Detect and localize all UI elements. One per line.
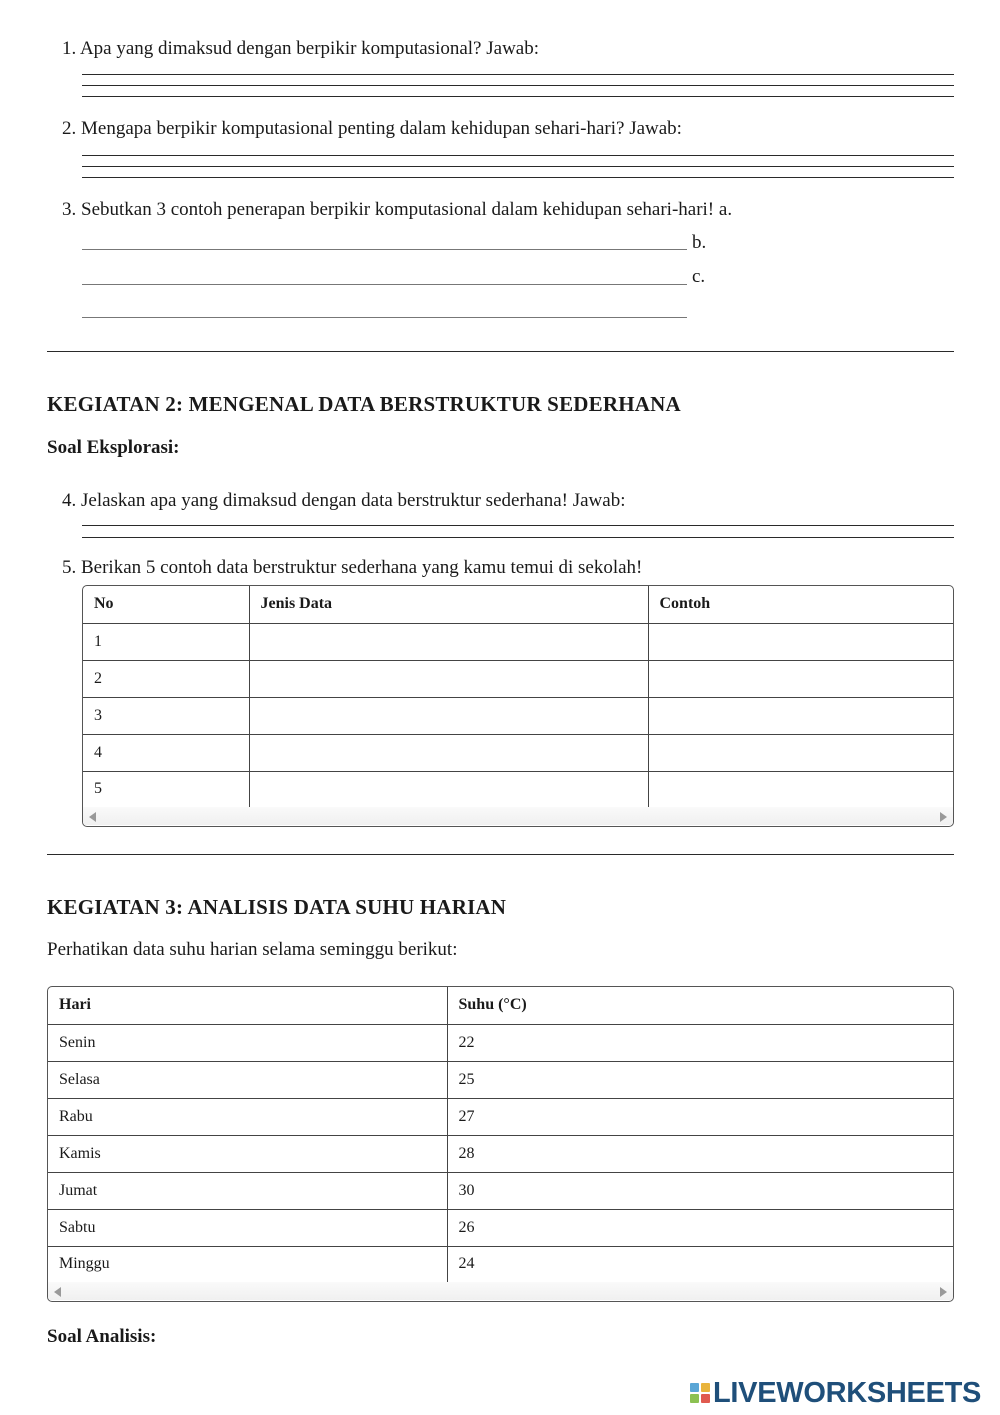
horizontal-scrollbar[interactable] bbox=[48, 1282, 953, 1300]
question-3-text: Sebutkan 3 contoh penerapan berpikir komputasional dalam kehidupan sehari-hari! a. bbox=[81, 199, 733, 220]
hari-cell: Jumat bbox=[48, 1172, 447, 1209]
table-row bbox=[48, 1172, 953, 1209]
table-header-row bbox=[83, 586, 953, 623]
contoh-cell[interactable] bbox=[648, 660, 953, 697]
row-number: 2 bbox=[83, 660, 249, 697]
suhu-cell: 25 bbox=[447, 1061, 953, 1098]
column-header-jenis-data: Jenis Data bbox=[249, 586, 648, 623]
question-4-number: 4. bbox=[62, 490, 77, 511]
row-number: 3 bbox=[83, 697, 249, 734]
hari-cell: Rabu bbox=[48, 1098, 447, 1135]
q3-label-c: c. bbox=[692, 266, 706, 287]
suhu-cell: 30 bbox=[447, 1172, 953, 1209]
answer-line-q2-1[interactable] bbox=[82, 155, 954, 156]
answer-line-q2-3[interactable] bbox=[82, 177, 954, 178]
contoh-cell[interactable] bbox=[648, 734, 953, 771]
question-3-number: 3. bbox=[62, 199, 77, 220]
question-5-text: Berikan 5 contoh data berstruktur sederhana yang kamu temui di sekolah! bbox=[81, 557, 643, 578]
table-row bbox=[48, 1061, 953, 1098]
question-2-number: 2. bbox=[62, 118, 77, 139]
scroll-left-icon[interactable] bbox=[54, 1287, 61, 1297]
contoh-cell[interactable] bbox=[648, 623, 953, 660]
answer-line-q1-3[interactable] bbox=[82, 96, 954, 97]
scroll-right-icon[interactable] bbox=[940, 812, 947, 822]
logo-text: LIVEWORKSHEETS bbox=[713, 1376, 982, 1409]
column-header-hari: Hari bbox=[48, 987, 447, 1024]
jenis-data-cell[interactable] bbox=[249, 697, 648, 734]
answer-line-q2-2[interactable] bbox=[82, 166, 954, 167]
jenis-data-cell[interactable] bbox=[249, 660, 648, 697]
horizontal-scrollbar[interactable] bbox=[83, 807, 953, 825]
logo-square-e bbox=[701, 1394, 710, 1403]
logo-square-i bbox=[701, 1383, 710, 1392]
table-row bbox=[83, 660, 953, 697]
table-row bbox=[48, 1135, 953, 1172]
table-row bbox=[48, 1209, 953, 1246]
suhu-cell: 24 bbox=[458, 1255, 475, 1273]
question-4 bbox=[62, 489, 625, 513]
column-header-suhu: Suhu (°C) bbox=[447, 987, 953, 1024]
logo-grid-icon bbox=[690, 1383, 710, 1403]
row-number: 1 bbox=[83, 623, 249, 660]
logo-square-l bbox=[690, 1383, 699, 1392]
suhu-harian-table bbox=[47, 986, 954, 1302]
question-2-text: Mengapa berpikir komputasional penting dalam kehidupan sehari-hari? Jawab: bbox=[81, 118, 682, 139]
question-5-number: 5. bbox=[62, 557, 77, 578]
answer-line-q3-b[interactable] bbox=[82, 284, 687, 285]
q3-label-b: b. bbox=[692, 232, 707, 253]
question-3 bbox=[62, 198, 732, 222]
jenis-data-cell[interactable] bbox=[249, 734, 648, 771]
row-number: 4 bbox=[83, 734, 249, 771]
answer-line-q4-1[interactable] bbox=[82, 525, 954, 526]
question-5 bbox=[62, 556, 642, 580]
logo-square-v bbox=[690, 1394, 699, 1403]
hari-cell: Sabtu bbox=[48, 1209, 447, 1246]
section-divider bbox=[47, 854, 954, 855]
column-header-no: No bbox=[83, 586, 249, 623]
scroll-right-icon[interactable] bbox=[940, 1287, 947, 1297]
answer-line-q1-1[interactable] bbox=[82, 74, 954, 75]
suhu-cell: 22 bbox=[447, 1024, 953, 1061]
question-1 bbox=[62, 37, 539, 61]
question-1-number: 1. bbox=[62, 38, 77, 59]
table-row bbox=[83, 771, 953, 807]
table-header-row bbox=[48, 987, 953, 1024]
table-row bbox=[83, 623, 953, 660]
table-row bbox=[83, 697, 953, 734]
scroll-left-icon[interactable] bbox=[89, 812, 96, 822]
suhu-cell: 26 bbox=[447, 1209, 953, 1246]
suhu-cell: 27 bbox=[447, 1098, 953, 1135]
question-4-text: Jelaskan apa yang dimaksud dengan data berstruktur sederhana! Jawab: bbox=[81, 490, 626, 511]
soal-analisis-label: Soal Analisis: bbox=[47, 1326, 157, 1347]
jenis-data-cell[interactable] bbox=[249, 623, 648, 660]
contoh-data-table bbox=[82, 585, 954, 827]
suhu-cell: 28 bbox=[447, 1135, 953, 1172]
table-row bbox=[83, 734, 953, 771]
liveworksheets-logo bbox=[690, 1378, 981, 1408]
table-row bbox=[48, 1024, 953, 1061]
kegiatan-3-intro: Perhatikan data suhu harian selama seminggu berikut: bbox=[47, 939, 458, 960]
contoh-cell[interactable] bbox=[648, 771, 953, 807]
kegiatan-2-title: KEGIATAN 2: MENGENAL DATA BERSTRUKTUR SEDERHANA bbox=[47, 392, 681, 416]
hari-cell: Senin bbox=[48, 1024, 447, 1061]
answer-line-q4-2[interactable] bbox=[82, 537, 954, 538]
row-number: 5 bbox=[83, 771, 249, 807]
answer-line-q3-a[interactable] bbox=[82, 249, 687, 250]
kegiatan-3-title: KEGIATAN 3: ANALISIS DATA SUHU HARIAN bbox=[47, 895, 507, 919]
jenis-data-cell[interactable] bbox=[249, 771, 648, 807]
kegiatan-2-subtitle: Soal Eksplorasi: bbox=[47, 437, 180, 458]
hari-cell: Selasa bbox=[48, 1061, 447, 1098]
hari-cell: Kamis bbox=[48, 1135, 447, 1172]
question-2 bbox=[62, 117, 682, 141]
question-1-text: Apa yang dimaksud dengan berpikir komputasional? Jawab: bbox=[79, 38, 540, 59]
table-row bbox=[48, 1098, 953, 1135]
column-header-contoh: Contoh bbox=[648, 586, 953, 623]
hari-cell: Minggu bbox=[48, 1246, 447, 1282]
answer-line-q3-c[interactable] bbox=[82, 317, 687, 318]
contoh-cell[interactable] bbox=[648, 697, 953, 734]
table-row bbox=[48, 1246, 953, 1282]
section-divider bbox=[47, 351, 954, 352]
answer-line-q1-2[interactable] bbox=[82, 85, 954, 86]
